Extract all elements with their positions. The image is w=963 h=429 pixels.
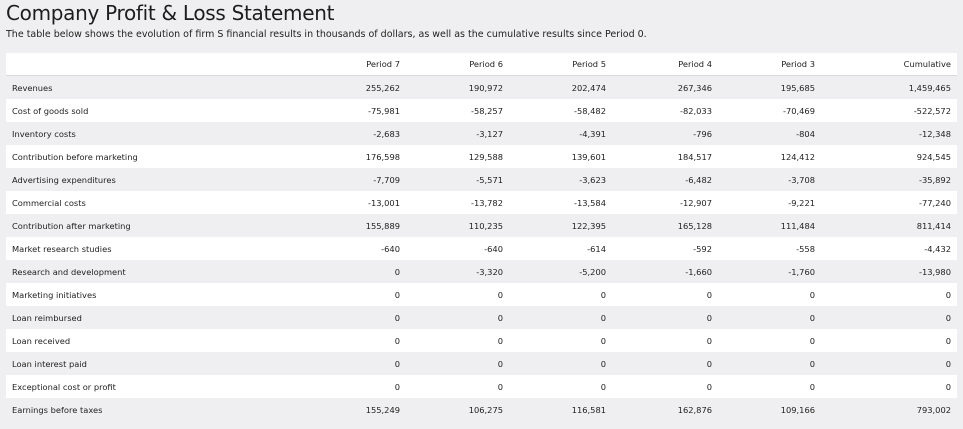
cell-period-6: -13,782 (470, 197, 503, 208)
table-header-row (6, 53, 957, 76)
cell-period-5: 0 (600, 358, 606, 369)
cell-period-3: -558 (796, 243, 815, 254)
cell-period-5: 139,601 (571, 151, 606, 162)
cell-period-3: 0 (809, 312, 815, 323)
cell-period-5: -4,391 (579, 128, 606, 139)
table-row (6, 122, 957, 145)
cell-period-3: 0 (809, 381, 815, 392)
row-label: Advertising expenditures (12, 174, 116, 185)
cell-period-3: -804 (796, 128, 815, 139)
cell-cumulative: -13,980 (918, 266, 951, 277)
cell-period-5: 122,395 (571, 220, 606, 231)
cell-period-3: 195,685 (780, 82, 815, 93)
row-label: Contribution after marketing (12, 220, 131, 231)
cell-cumulative: 1,459,465 (908, 82, 951, 93)
cell-period-3: 109,166 (780, 404, 815, 415)
table-row (6, 191, 957, 214)
cell-period-4: -796 (693, 128, 712, 139)
cell-period-4: -592 (693, 243, 712, 254)
cell-period-4: -12,907 (679, 197, 712, 208)
row-label: Loan interest paid (12, 358, 87, 369)
cell-period-4: 267,346 (677, 82, 712, 93)
row-label: Inventory costs (12, 128, 76, 139)
cell-period-7: 0 (394, 358, 400, 369)
row-label: Earnings before taxes (12, 404, 103, 415)
table-row (6, 329, 957, 352)
cell-period-4: 162,876 (677, 404, 712, 415)
page-title: Company Profit & Loss Statement (6, 1, 335, 25)
table-row (6, 99, 957, 122)
row-label: Contribution before marketing (12, 151, 138, 162)
cell-period-3: -9,221 (788, 197, 815, 208)
cell-period-7: 0 (394, 289, 400, 300)
cell-period-6: 106,275 (468, 404, 503, 415)
column-header-period-6: Period 6 (400, 53, 503, 76)
cell-cumulative: -35,892 (918, 174, 951, 185)
pl-table (6, 53, 957, 421)
cell-period-7: 155,889 (365, 220, 400, 231)
cell-period-7: -640 (381, 243, 400, 254)
cell-period-6: 0 (497, 358, 503, 369)
cell-period-5: 0 (600, 381, 606, 392)
cell-cumulative: -522,572 (913, 105, 951, 116)
cell-period-3: 0 (809, 289, 815, 300)
cell-period-5: -614 (587, 243, 606, 254)
cell-cumulative: 924,545 (916, 151, 951, 162)
cell-period-5: 0 (600, 312, 606, 323)
cell-period-6: 0 (497, 381, 503, 392)
cell-period-7: -2,683 (373, 128, 400, 139)
cell-cumulative: 793,002 (916, 404, 951, 415)
cell-period-4: -6,482 (685, 174, 712, 185)
cell-cumulative: 0 (945, 289, 951, 300)
cell-period-6: 0 (497, 312, 503, 323)
cell-period-3: 0 (809, 358, 815, 369)
cell-cumulative: 0 (945, 381, 951, 392)
table-row (6, 76, 957, 100)
cell-period-4: 0 (706, 358, 712, 369)
column-header-period-5: Period 5 (503, 53, 606, 76)
cell-period-4: -1,660 (685, 266, 712, 277)
cell-period-4: 0 (706, 335, 712, 346)
table-body (6, 76, 957, 422)
cell-period-6: -3,127 (476, 128, 503, 139)
cell-period-6: 0 (497, 335, 503, 346)
cell-period-6: -3,320 (476, 266, 503, 277)
column-header-label (6, 53, 204, 76)
cell-period-5: 0 (600, 335, 606, 346)
cell-cumulative: 0 (945, 358, 951, 369)
page-subtitle: The table below shows the evolution of firm S financial results in thousands of dollars, as well as the cumulative results since Period 0. (6, 29, 647, 40)
cell-period-4: -82,033 (679, 105, 712, 116)
cell-period-6: 110,235 (468, 220, 503, 231)
table-row (6, 352, 957, 375)
cell-cumulative: 0 (945, 312, 951, 323)
cell-period-3: -70,469 (782, 105, 815, 116)
cell-period-6: -5,571 (476, 174, 503, 185)
column-header-period-7: Period 7 (204, 53, 400, 76)
table-row (6, 145, 957, 168)
table-row (6, 260, 957, 283)
cell-period-4: 184,517 (677, 151, 712, 162)
cell-period-6: 0 (497, 289, 503, 300)
cell-period-7: -13,001 (367, 197, 400, 208)
table-row (6, 283, 957, 306)
cell-period-4: 0 (706, 312, 712, 323)
cell-period-7: 176,598 (365, 151, 400, 162)
cell-period-6: 129,588 (468, 151, 503, 162)
cell-cumulative: -4,432 (924, 243, 951, 254)
table-row (6, 237, 957, 260)
cell-period-6: -640 (484, 243, 503, 254)
table-row (6, 375, 957, 398)
cell-period-6: -58,257 (470, 105, 503, 116)
table-row (6, 168, 957, 191)
cell-period-4: 0 (706, 289, 712, 300)
table-row (6, 214, 957, 237)
cell-period-7: -7,709 (373, 174, 400, 185)
row-label: Market research studies (12, 243, 112, 254)
column-header-cumulative: Cumulative (815, 53, 957, 76)
cell-cumulative: -77,240 (918, 197, 951, 208)
cell-period-7: 0 (394, 335, 400, 346)
cell-period-7: 0 (394, 266, 400, 277)
cell-period-3: -3,708 (788, 174, 815, 185)
cell-period-5: -3,623 (579, 174, 606, 185)
cell-period-3: -1,760 (788, 266, 815, 277)
cell-period-4: 165,128 (677, 220, 712, 231)
cell-cumulative: -12,348 (918, 128, 951, 139)
row-label: Revenues (12, 82, 53, 93)
cell-cumulative: 811,414 (916, 220, 951, 231)
row-label: Marketing initiatives (12, 289, 97, 300)
column-header-period-3: Period 3 (712, 53, 815, 76)
row-label: Commercial costs (12, 197, 86, 208)
cell-period-7: 155,249 (365, 404, 400, 415)
row-label: Loan reimbursed (12, 312, 82, 323)
cell-period-6: 190,972 (468, 82, 503, 93)
cell-period-5: 202,474 (571, 82, 606, 93)
cell-cumulative: 0 (945, 335, 951, 346)
cell-period-7: 255,262 (365, 82, 400, 93)
cell-period-5: -58,482 (573, 105, 606, 116)
table-row (6, 398, 957, 421)
cell-period-7: 0 (394, 312, 400, 323)
cell-period-5: 0 (600, 289, 606, 300)
row-label: Loan received (12, 335, 71, 346)
cell-period-5: -5,200 (579, 266, 606, 277)
cell-period-5: -13,584 (573, 197, 606, 208)
cell-period-3: 0 (809, 335, 815, 346)
cell-period-3: 124,412 (780, 151, 815, 162)
row-label: Exceptional cost or profit (12, 381, 116, 392)
row-label: Research and development (12, 266, 126, 277)
cell-period-7: 0 (394, 381, 400, 392)
cell-period-4: 0 (706, 381, 712, 392)
column-header-period-4: Period 4 (606, 53, 712, 76)
row-label: Cost of goods sold (12, 105, 89, 116)
cell-period-7: -75,981 (367, 105, 400, 116)
table-row (6, 306, 957, 329)
cell-period-5: 116,581 (571, 404, 606, 415)
cell-period-3: 111,484 (780, 220, 815, 231)
